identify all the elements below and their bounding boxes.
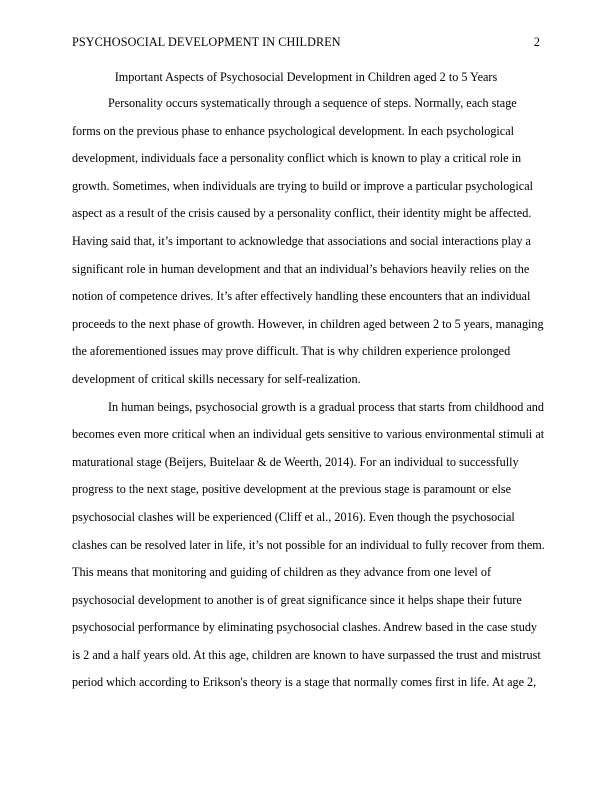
document-title: Important Aspects of Psychosocial Development in Children aged 2 to 5 Years [114,70,498,84]
paragraph-1-line-11: development of critical skills necessary for self-realization. [72,371,361,386]
paragraph-1-line-2: forms on the previous phase to enhance psychological development. In each psychological [72,123,514,138]
paragraph-1-line-10: the aforementioned issues may prove difficult. That is why children experience prolonged [72,344,511,359]
paragraph-1-line-6: Having said that, it’s important to acknowledge that associations and social interactions play a [72,233,531,248]
paragraph-2-line-10: is 2 and a half years old. At this age, children are known to have surpassed the trust and mistrust [72,647,541,662]
paragraph-2-line-6: clashes can be resolved later in life, it’s not possible for an individual to fully recover from them. [72,537,545,552]
paragraph-1-line-8: notion of competence drives. It’s after effectively handling these encounters that an individual [72,289,531,304]
running-head-title: PSYCHOSOCIAL DEVELOPMENT IN CHILDREN [72,35,341,49]
paragraph-2-line-7: This means that monitoring and guiding of children as they advance from one level of [72,565,491,580]
paragraph-1-line-9: proceeds to the next phase of growth. However, in children aged between 2 to 5 years, managing [72,316,544,331]
paragraph-1-line-7: significant role in human development and that an individual’s behaviors heavily relies on the [72,261,530,276]
paragraph-1-line-4: growth. Sometimes, when individuals are trying to build or improve a particular psychological [72,178,533,193]
page-number: 2 [533,35,540,49]
document-body [72,95,545,702]
paragraph-2-line-5: psychosocial clashes will be experienced (Cliff et al., 2016). Even though the psychosocial [72,509,515,524]
paragraph-1-line-3: development, individuals face a personality conflict which is known to play a critical role in [72,151,522,166]
paragraph-2-line-11: period which according to Erikson's theory is a stage that normally comes first in life. At age 2, [72,675,537,690]
paragraph-2-line-8: psychosocial development to another is of great significance since it helps shape their future [72,592,522,607]
paragraph-1-line-1: Personality occurs systematically through a sequence of steps. Normally, each stage [108,96,517,110]
paragraph-2-line-9: psychosocial performance by eliminating psychosocial clashes. Andrew based in the case study [72,620,538,635]
paragraph-2-line-1: In human beings, psychosocial growth is a gradual process that starts from childhood and [108,399,544,414]
paragraph-2-line-4: progress to the next stage, positive development at the previous stage is paramount or else [72,482,511,497]
paragraph-2-line-3: maturational stage (Beijers, Buitelaar & de Weerth, 2014). For an individual to successfully [72,454,519,469]
paragraph-2-line-2: becomes even more critical when an individual gets sensitive to various environmental stimuli at [72,427,545,442]
running-head [72,35,540,51]
paragraph-1-line-5: aspect as a result of the crisis caused by a personality conflict, their identity might be affected. [72,206,532,221]
